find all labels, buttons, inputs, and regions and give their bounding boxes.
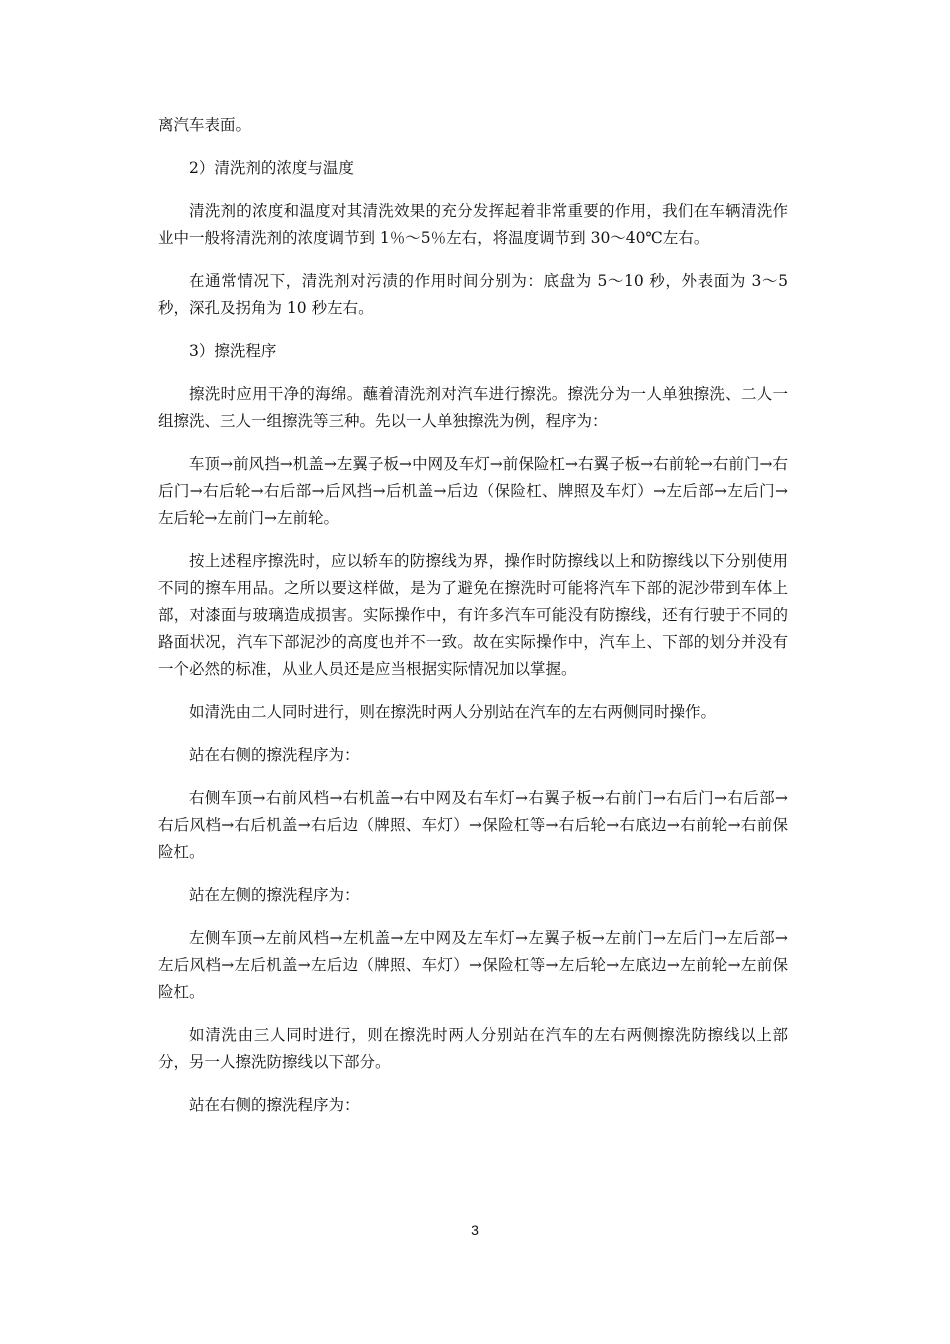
- paragraph: 如清洗由三人同时进行，则在擦洗时两人分别站在汽车的左右两侧擦洗防擦线以上部分，另一人擦洗防擦线以下部分。: [158, 1026, 788, 1071]
- paragraph: 站在右侧的擦洗程序为：: [189, 1096, 360, 1114]
- paragraph: 擦洗时应用干净的海绵。蘸着清洗剂对汽车进行擦洗。擦洗分为一人单独擦洗、二人一组擦洗、三人一组擦洗等三种。先以一人单独擦洗为例，程序为：: [158, 385, 788, 430]
- paragraph: 按上述程序擦洗时，应以轿车的防擦线为界，操作时防擦线以上和防擦线以下分别使用不同的擦车用品。之所以要这样做，是为了避免在擦洗时可能将汽车下部的泥沙带到车体上部，对漆面与玻璃造成损害。实际操作中，有许多汽车可能没有防擦线，还有行驶于不同的路面状况，汽车下部泥沙的高度也并不一致。故在实际操作中，汽车上、下部的划分并没有一个必然的标准，从业人员还是应当根据实际情况加以掌握。: [158, 552, 788, 678]
- paragraph: 在通常情况下，清洗剂对污渍的作用时间分别为：底盘为 5～10 秒，外表面为 3～5 秒，深孔及拐角为 10 秒左右。: [158, 272, 788, 317]
- paragraph: 清洗剂的浓度和温度对其清洗效果的充分发挥起着非常重要的作用，我们在车辆清洗作业中一般将清洗剂的浓度调节到 1％～5％左右，将温度调节到 30～40℃左右。: [158, 202, 788, 247]
- procedure-sequence: 右侧车顶→右前风档→右机盖→右中网及右车灯→右翼子板→右前门→右后门→右后部→右后风档→右后机盖→右后边（牌照、车灯）→保险杠等→右后轮→右底边→右前轮→右前保险杠。: [158, 789, 788, 861]
- paragraph: 站在右侧的擦洗程序为：: [189, 746, 360, 764]
- section-heading: 2）清洗剂的浓度与温度: [189, 159, 354, 177]
- page-content: [158, 112, 788, 1135]
- procedure-sequence: 左侧车顶→左前风档→左机盖→左中网及左车灯→左翼子板→左前门→左后门→左后部→左后风档→左后机盖→左后边（牌照、车灯）→保险杠等→左后轮→左底边→左前轮→左前保险杠。: [158, 929, 788, 1001]
- page-number: 3: [471, 1222, 479, 1238]
- paragraph: 站在左侧的擦洗程序为：: [189, 886, 360, 904]
- section-heading: 3）擦洗程序: [189, 342, 277, 360]
- procedure-sequence: 车顶→前风挡→机盖→左翼子板→中网及车灯→前保险杠→右翼子板→右前轮→右前门→右后门→右后轮→右后部→后风挡→后机盖→后边（保险杠、牌照及车灯）→左后部→左后门→左后轮→左前门→左前轮。: [158, 455, 788, 527]
- paragraph: 如清洗由二人同时进行，则在擦洗时两人分别站在汽车的左右两侧同时操作。: [189, 703, 717, 721]
- paragraph: 离汽车表面。: [158, 116, 252, 134]
